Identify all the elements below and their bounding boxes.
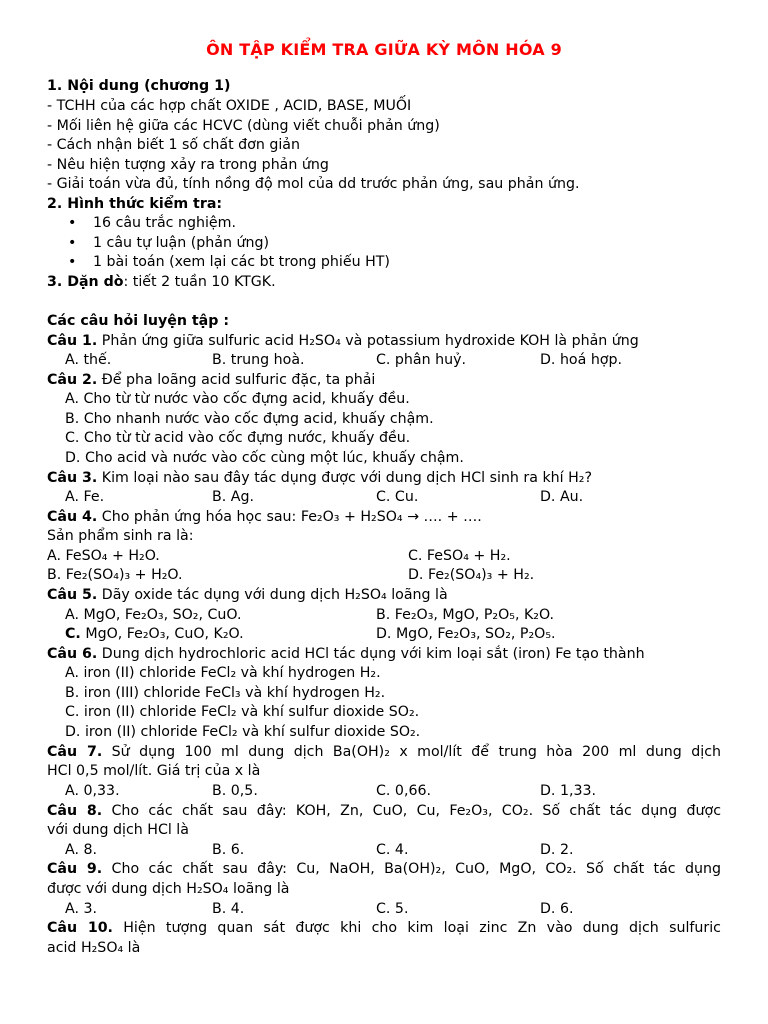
question-text: Cho phản ứng hóa học sau: Fe₂O₃ + H₂SO₄ → …. + …. <box>97 509 482 525</box>
section-1-item: - Cách nhận biết 1 số chất đơn giản <box>47 137 300 153</box>
section-1-item: - Mối liên hệ giữa các HCVC (dùng viết chuỗi phản ứng) <box>47 118 440 134</box>
option-b: B. Cho nhanh nước vào cốc đựng acid, khuấy chậm. <box>65 411 434 427</box>
option-c: C. Cu. <box>376 489 419 505</box>
option-c: C. 0,66. <box>376 783 432 799</box>
bullet-icon: • <box>68 254 77 270</box>
option-c: C. phân huỷ. <box>376 352 467 368</box>
option-b: B. trung hoà. <box>212 352 305 368</box>
question-2 <box>47 371 375 391</box>
section-2-heading: 2. Hình thức kiểm tra: <box>47 196 223 212</box>
option-d: D. 2. <box>540 842 574 858</box>
question-text: Dung dịch hydrochloric acid HCl tác dụng với kim loại sắt (iron) Fe tạo thành <box>97 646 645 662</box>
question-4 <box>47 508 482 528</box>
section-1-item: - TCHH của các hợp chất OXIDE , ACID, BASE, MUỐI <box>47 98 412 114</box>
question-label: Câu 9. <box>47 861 103 877</box>
option-c: C. Cho từ từ acid vào cốc đựng nước, khuấy đều. <box>65 430 411 446</box>
question-6 <box>47 645 645 665</box>
section-1-item: - Nêu hiện tượng xảy ra trong phản ứng <box>47 157 329 173</box>
question-text: Hiện tượng quan sát được khi cho kim loại zinc Zn vào dung dịch sulfuric <box>112 920 721 936</box>
question-label: Câu 1. <box>47 333 98 349</box>
question-text: Cho các chất sau đây: Cu, NaOH, Ba(OH)₂, CuO, MgO, CO₂. Số chất tác dụng <box>102 861 721 877</box>
question-label: Câu 3. <box>47 470 98 486</box>
question-5 <box>47 586 448 606</box>
question-label: Câu 5. <box>47 587 98 603</box>
question-label: Câu 4. <box>47 509 98 525</box>
option-a: A. 3. <box>65 901 98 917</box>
section-2-item: 16 câu trắc nghiệm. <box>93 215 236 231</box>
section-2-item: 1 bài toán (xem lại các bt trong phiếu HT) <box>93 254 390 270</box>
option-d: D. 1,33. <box>540 783 597 799</box>
option-b: B. Fe₂O₃, MgO, P₂O₅, K₂O. <box>376 607 555 623</box>
bullet-icon: • <box>68 215 77 231</box>
section-1-heading: 1. Nội dung (chương 1) <box>47 78 231 94</box>
option-b: B. Fe₂(SO₄)₃ + H₂O. <box>47 567 183 583</box>
option-d: D. Cho acid và nước vào cốc cùng một lúc, khuấy chậm. <box>65 450 464 466</box>
option-a: A. 8. <box>65 842 98 858</box>
option-d: D. iron (II) chloride FeCl₂ và khí sulfur dioxide SO₂. <box>65 724 421 740</box>
option-a: A. Cho từ từ nước vào cốc đựng acid, khuấy đều. <box>65 391 410 407</box>
option-a: A. iron (II) chloride FeCl₂ và khí hydrogen H₂. <box>65 665 381 681</box>
question-text: Cho các chất sau đây: KOH, Zn, CuO, Cu, Fe₂O₃, CO₂. Số chất tác dụng được <box>102 803 721 819</box>
bullet-icon: • <box>68 235 77 251</box>
question-text: Dãy oxide tác dụng với dung dịch H₂SO₄ loãng là <box>97 587 448 603</box>
question-text-cont: acid H₂SO₄ là <box>47 940 141 956</box>
question-text: Kim loại nào sau đây tác dụng được với dung dịch HCl sinh ra khí H₂? <box>97 470 592 486</box>
option-c-text: MgO, Fe₂O₃, CuO, K₂O. <box>80 626 244 642</box>
section-2-item: 1 câu tự luận (phản ứng) <box>93 235 269 251</box>
option-a: A. 0,33. <box>65 783 120 799</box>
question-1 <box>47 332 639 352</box>
question-9 <box>47 860 721 880</box>
option-b: B. 4. <box>212 901 245 917</box>
question-text-cont: được với dung dịch H₂SO₄ loãng là <box>47 881 290 897</box>
option-d: D. Fe₂(SO₄)₃ + H₂. <box>408 567 535 583</box>
question-10 <box>47 919 721 939</box>
option-a: A. FeSO₄ + H₂O. <box>47 548 160 564</box>
section-3-line <box>47 273 276 293</box>
option-b: B. iron (III) chloride FeCl₃ và khí hydrogen H₂. <box>65 685 386 701</box>
question-3 <box>47 469 592 489</box>
question-subtext: Sản phẩm sinh ra là: <box>47 528 194 544</box>
option-a: A. Fe. <box>65 489 105 505</box>
page-title: ÔN TẬP KIỂM TRA GIỮA KỲ MÔN HÓA 9 <box>206 40 562 59</box>
option-c: C. 4. <box>376 842 409 858</box>
question-label: Câu 7. <box>47 744 103 760</box>
option-d: D. hoá hợp. <box>540 352 623 368</box>
option-a: A. thế. <box>65 352 112 368</box>
question-label: Câu 2. <box>47 372 98 388</box>
question-7 <box>47 743 721 763</box>
question-text-cont: với dung dịch HCl là <box>47 822 189 838</box>
option-b: B. Ag. <box>212 489 254 505</box>
question-8 <box>47 802 721 822</box>
option-c: C. 5. <box>376 901 409 917</box>
section-3-label: 3. Dặn dò <box>47 274 124 290</box>
option-c-letter: C. <box>65 626 81 642</box>
option-c <box>65 625 244 645</box>
question-label: Câu 8. <box>47 803 103 819</box>
option-d: D. Au. <box>540 489 584 505</box>
option-d: D. 6. <box>540 901 574 917</box>
question-label: Câu 6. <box>47 646 98 662</box>
question-text: Sử dụng 100 ml dung dịch Ba(OH)₂ x mol/lít để trung hòa 200 ml dung dịch <box>102 744 721 760</box>
practice-heading: Các câu hỏi luyện tập : <box>47 313 230 329</box>
option-a: A. MgO, Fe₂O₃, SO₂, CuO. <box>65 607 242 623</box>
section-3-text: : tiết 2 tuần 10 KTGK. <box>123 274 276 290</box>
section-1-item: - Giải toán vừa đủ, tính nồng độ mol của dd trước phản ứng, sau phản ứng. <box>47 176 580 192</box>
option-b: B. 0,5. <box>212 783 258 799</box>
option-c: C. FeSO₄ + H₂. <box>408 548 511 564</box>
question-label: Câu 10. <box>47 920 113 936</box>
option-b: B. 6. <box>212 842 245 858</box>
question-text-cont: HCl 0,5 mol/lít. Giá trị của x là <box>47 763 261 779</box>
option-d: D. MgO, Fe₂O₃, SO₂, P₂O₅. <box>376 626 556 642</box>
question-text: Để pha loãng acid sulfuric đặc, ta phải <box>97 372 376 388</box>
question-text: Phản ứng giữa sulfuric acid H₂SO₄ và potassium hydroxide KOH là phản ứng <box>97 333 639 349</box>
option-c: C. iron (II) chloride FeCl₂ và khí sulfur dioxide SO₂. <box>65 704 420 720</box>
